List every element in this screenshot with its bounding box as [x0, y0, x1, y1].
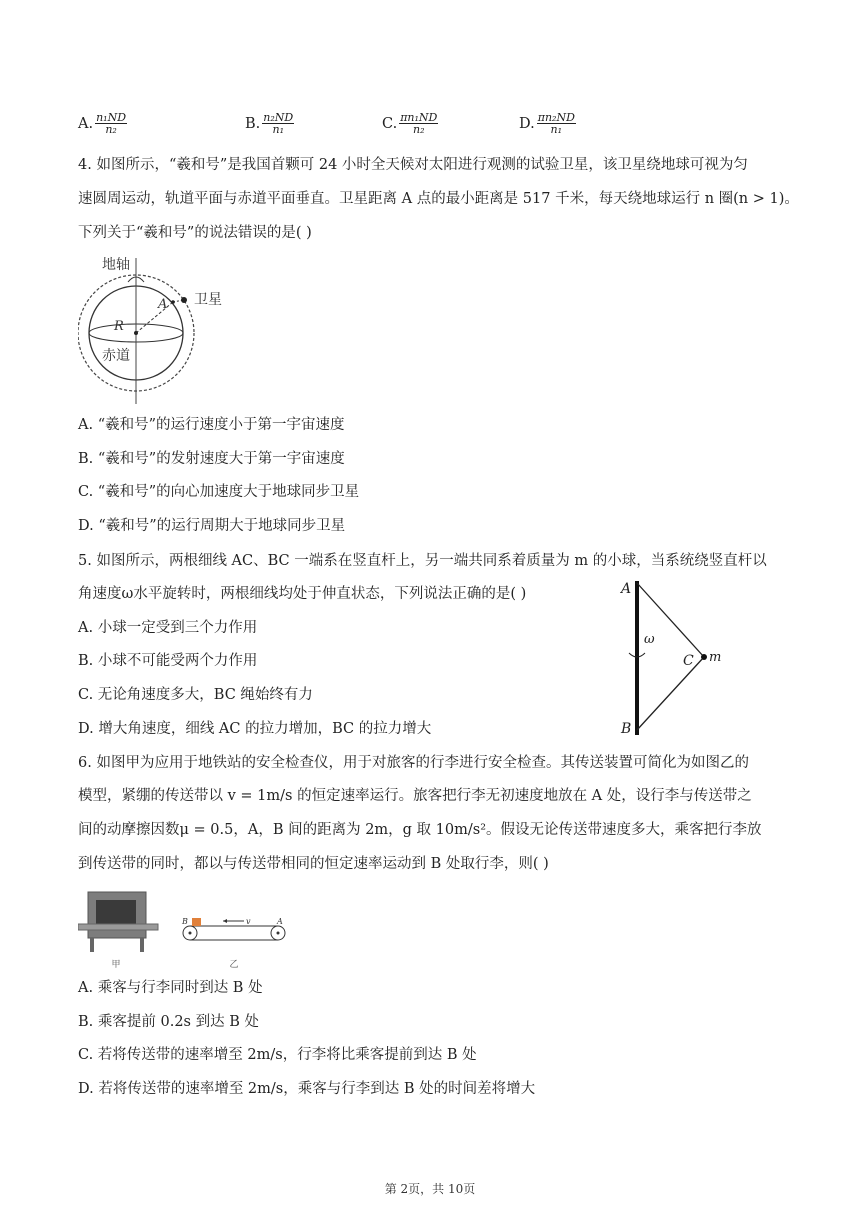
earth-center-dot — [134, 331, 138, 335]
q6-stem-line3: 间的动摩擦因数μ = 0.5，A，B 间的距离为 2m，g 取 10m/s²。假设无论传送带速度多大，乘客把行李放 — [78, 822, 762, 838]
fraction: $\frac{\text{πn₁ND}}{\text{n₂}}$ — [400, 111, 438, 136]
label-omega: ω — [644, 632, 655, 647]
q6-stem-line4: 到传送带的同时，都以与传送带相同的恒定速率运动到 B 处取行李，则( ) — [78, 856, 549, 872]
radius-label: R — [114, 319, 124, 334]
satellite-dot — [181, 297, 187, 303]
q6-option-b: B. 乘客提前 0.2s 到达 B 处 — [78, 1014, 259, 1030]
q4-option-a: A. “羲和号”的运行速度小于第一宇宙速度 — [78, 417, 345, 433]
q5-option-c: C. 无论角速度多大，BC 绳始终有力 — [78, 687, 313, 703]
rod-string-figure — [615, 575, 740, 740]
q5-option-b: B. 小球不可能受两个力作用 — [78, 653, 258, 669]
fraction: $\frac{\text{n₂ND}}{\text{n₁}}$ — [263, 111, 294, 136]
string-bc — [637, 657, 704, 730]
label-c: C — [683, 653, 694, 669]
scanner-conveyor — [78, 924, 158, 930]
security-scanner-figure — [78, 886, 293, 970]
label-m: m — [709, 650, 722, 665]
q5-option-d: D. 增大角速度，细线 AC 的拉力增加，BC 的拉力增大 — [78, 721, 432, 737]
q5-stem-line2: 角速度ω水平旋转时，两根细线均处于伸直状态，下列说法正确的是( ) — [78, 586, 527, 602]
q6-option-d: D. 若将传送带的速率增至 2m/s，乘客与行李到达 B 处的时间差将增大 — [78, 1081, 536, 1097]
label-b: B — [182, 917, 188, 926]
q4-stem-line2: 速圆周运动，轨道平面与赤道平面垂直。卫星距离 A 点的最小距离是 517 千米，每天绕地球运行 n 圈(n > 1)。 — [78, 191, 799, 207]
q5-option-a: A. 小球一定受到三个力作用 — [78, 620, 258, 636]
label-a: A — [277, 917, 283, 926]
q5-stem-line1: 5. 如图所示，两根细线 AC、BC 一端系在竖直杆上，另一端共同系着质量为 m 的小球，当系统绕竖直杆以 — [78, 553, 767, 569]
luggage-box — [192, 918, 201, 926]
label-a: A — [621, 581, 632, 597]
ball-dot — [701, 654, 707, 660]
scanner-leg — [140, 938, 144, 952]
equator-label: 赤道 — [102, 348, 130, 364]
q3-option-a: A. $\frac{\text{n₁ND}}{\text{n₂}}$ — [78, 111, 127, 136]
q3-option-d: D. $\frac{\text{πn₂ND}}{\text{n₁}}$ — [519, 111, 575, 136]
q4-stem-line1: 4. 如图所示，“羲和号”是我国首颗可 24 小时全天候对太阳进行观测的试验卫星，该卫星绕地球可视为匀 — [78, 157, 748, 173]
q4-option-c: C. “羲和号”的向心加速度大于地球同步卫星 — [78, 484, 360, 500]
label-jia: 甲 — [111, 960, 121, 970]
axis-label: 地轴 — [102, 257, 130, 273]
pulley-axle-right — [277, 932, 280, 935]
q6-option-c: C. 若将传送带的速率增至 2m/s，行李将比乘客提前到达 B 处 — [78, 1047, 477, 1063]
q4-option-b: B. “羲和号”的发射速度大于第一宇宙速度 — [78, 451, 345, 467]
label-v: v — [246, 917, 251, 926]
q6-stem-line2: 模型，紧绷的传送带以 v = 1m/s 的恒定速率运行。旅客把行李无初速度地放在 A 处，设行李与传送带之 — [78, 788, 752, 804]
arrow-head-icon — [223, 919, 227, 923]
q6-stem-line1: 6. 如图甲为应用于地铁站的安全检查仪，用于对旅客的行李进行安全检查。其传送装置可简化为如图乙的 — [78, 755, 749, 771]
scanner-leg — [90, 938, 94, 952]
page-footer: 第 2页，共 10页 — [384, 1182, 476, 1196]
radius-line — [136, 302, 173, 333]
label-yi: 乙 — [229, 960, 239, 970]
q4-option-d: D. “羲和号”的运行周期大于地球同步卫星 — [78, 518, 346, 534]
point-a-dot — [171, 300, 175, 304]
q3-option-c: C. $\frac{\text{πn₁ND}}{\text{n₂}}$ — [382, 111, 438, 136]
pulley-axle-left — [189, 932, 192, 935]
fraction: $\frac{\text{n₁ND}}{\text{n₂}}$ — [96, 111, 127, 136]
q6-option-a: A. 乘客与行李同时到达 B 处 — [78, 980, 263, 996]
label-b: B — [621, 721, 632, 737]
q3-option-b: B. $\frac{\text{n₂ND}}{\text{n₁}}$ — [245, 111, 294, 136]
point-a-label: A — [158, 297, 168, 312]
earth-satellite-figure — [78, 252, 238, 412]
satellite-label: 卫星 — [194, 292, 222, 308]
q4-stem-line3: 下列关于“羲和号”的说法错误的是( ) — [78, 225, 312, 241]
fraction: $\frac{\text{πn₂ND}}{\text{n₁}}$ — [537, 111, 575, 136]
